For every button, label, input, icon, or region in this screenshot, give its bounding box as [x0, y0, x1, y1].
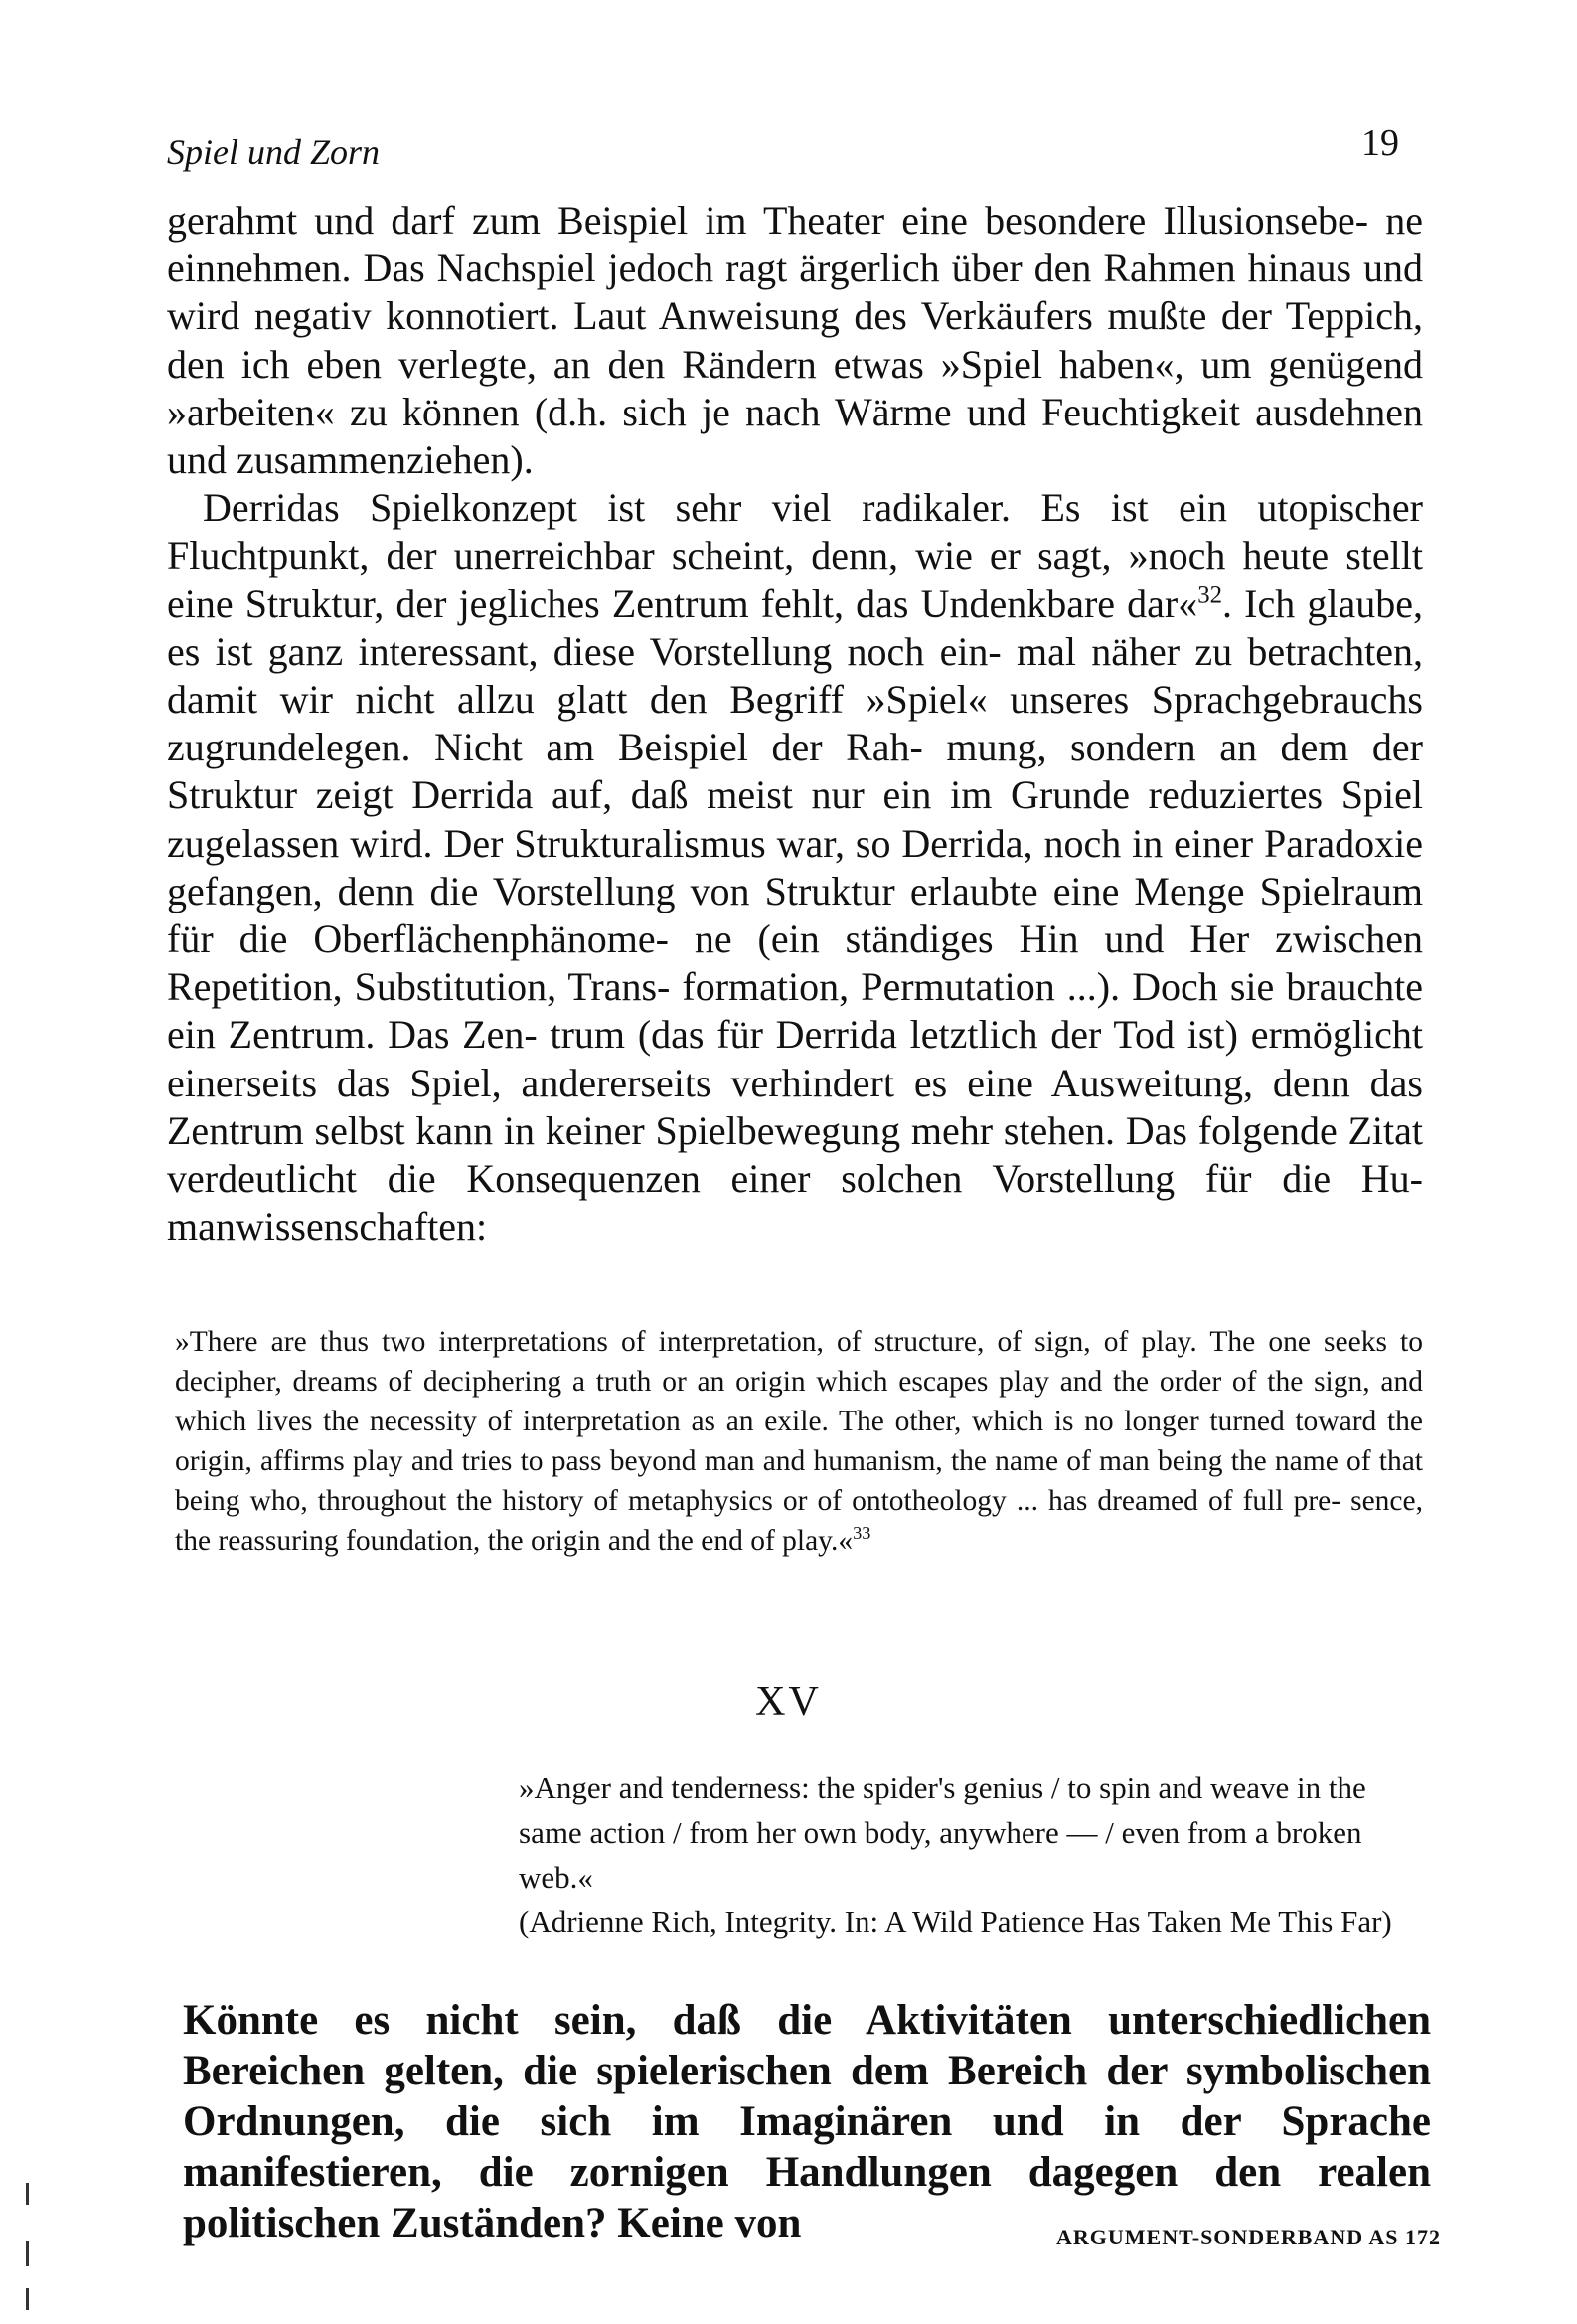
paragraph-2-part-2: . Ich glaube, es ist ganz interessant, diese Vorstellung noch ein- mal näher zu betrachten, damit wir nicht allzu glatt den Begriff »Spiel« unseres Sprachgebrauchs zugrundelegen. Nicht am Beispiel der Rah- mung, sondern an dem der Struktur zeigt Derrida auf, daß meist nur ein im Grunde reduziertes Spiel zugelassen wird. Der Strukturalismus war, so Derrida, noch in einer Paradoxie gefangen, denn die Vorstellung von Struktur erlaubte eine Menge Spielraum für die Oberflächenphänome- ne (ein ständiges Hin und Her zwischen Repetition, Substitution, Trans- formation, Permutation ...). Doch sie brauchte ein Zentrum. Das Zen- trum (das für Derrida letztlich der Tod ist) ermöglicht einerseits das Spiel, andererseits verhindert es eine Ausweitung, denn das Zentrum selbst kann in keiner Spielbewegung mehr stehen. Das folgende Zitat verdeutlicht die Konsequenzen einer solchen Vorstellung für die Hu- manwissenschaften: — [167, 581, 1423, 1249]
epigraph — [519, 1765, 1433, 1944]
bold-paragraph: Könnte es nicht sein, daß die Aktivitäten unterschiedlichen Bereichen gelten, die spielerischen dem Bereich der symbolischen Ordnungen, die sich im Imaginären und in der Sprache manifestieren, die zornigen Handlungen dagegen den realen politischen Zuständen? Keine von — [183, 1997, 1431, 2246]
scan-margin-mark — [26, 2288, 29, 2310]
footnote-ref-33: 33 — [853, 1523, 871, 1544]
epigraph-source: (Adrienne Rich, Integrity. In: A Wild Patience Has Taken Me This Far) — [519, 1905, 1392, 1939]
scan-margin-mark — [26, 2183, 29, 2205]
scan-margin-mark — [26, 2241, 29, 2266]
epigraph-quote: »Anger and tenderness: the spider's genius / to spin and weave in the same action / from her own body, anywhere — / even from a broken web.« — [519, 1770, 1366, 1895]
footnote-ref-32: 32 — [1197, 581, 1223, 609]
paragraph-2 — [167, 484, 1423, 1250]
block-quote — [175, 1322, 1423, 1561]
series-footer: ARGUMENT-SONDERBAND AS 172 — [1055, 2225, 1441, 2249]
paragraph-1: gerahmt und darf zum Beispiel im Theater eine besondere Illusionsebe- ne einnehmen. Das Nachspiel jedoch ragt ärgerlich über den Rahmen hinaus und wird negativ konnotiert. Laut Anweisung des Verkäufers mußte der Teppich, den ich eben verlegte, an den Rändern etwas »Spiel haben«, um genügend »arbeiten« zu können (d.h. sich je nach Wärme und Feuchtigkeit ausdehnen und zusammenziehen). — [167, 198, 1423, 483]
page-number: 19 — [1361, 122, 1399, 164]
body-text — [167, 197, 1423, 1250]
quote-text: »There are thus two interpretations of interpretation, of structure, of sign, of play. The one seeks to decipher, dreams of deciphering a truth or an origin which escapes play and the order of the sign, and which lives the necessity of interpretation as an exile. The other, which is no longer turned toward the origin, affirms play and tries to pass beyond man and humanism, the name of man being the name of that being who, throughout the history of metaphysics or of ontotheology ... has dreamed of full pre- sence, the reassuring foundation, the origin and the end of play.« — [175, 1326, 1423, 1557]
paragraph-2-part-1: Derridas Spielkonzept ist sehr viel radikaler. Es ist ein utopischer Fluchtpunkt, der unerreichbar scheint, denn, wie er sagt, »noch heute stellt eine Struktur, der jegliches Zentrum fehlt, das Undenkbare dar« — [167, 485, 1423, 626]
running-title: Spiel und Zorn — [167, 132, 381, 172]
section-heading: XV — [755, 1679, 822, 1725]
